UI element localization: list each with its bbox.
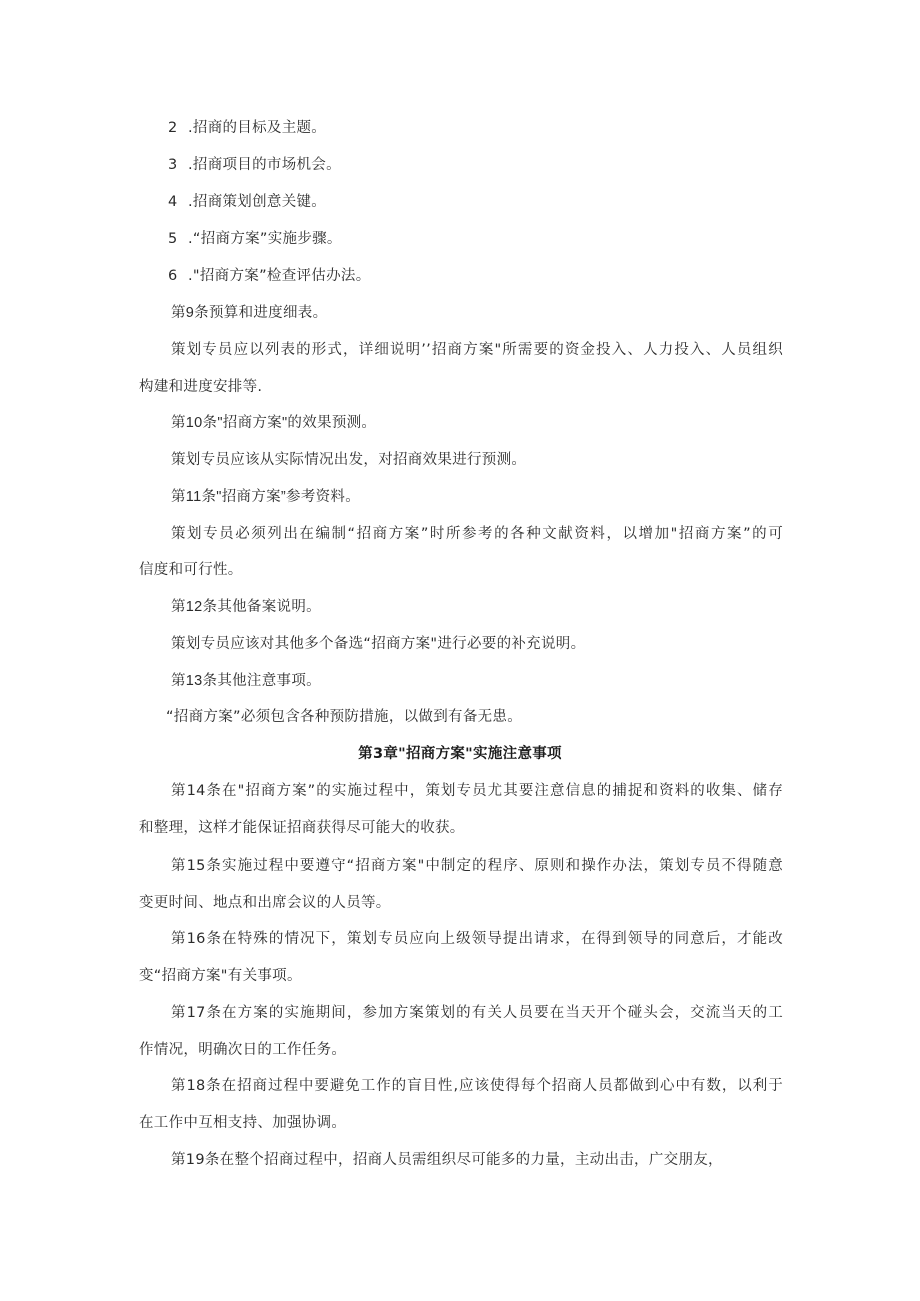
list-item-2 xyxy=(168,118,326,138)
article-11-body-line-2: 信度和可行性。 xyxy=(139,562,243,578)
list-text: .“招商方案”实施步骤。 xyxy=(188,231,342,247)
article-9-body-line-2: 构建和进度安排等. xyxy=(139,379,263,395)
article-11-body-line-1: 策划专员必须列出在编制“招商方案”时所参考的各种文献资料，以增加"招商方案”的可 xyxy=(171,526,783,542)
list-number: 5 xyxy=(168,231,178,247)
list-item-6 xyxy=(168,266,371,286)
article-18-line-1: 第18条在招商过程中要避免工作的盲目性,应该使得每个招商人员都做到心中有数，以利于 xyxy=(171,1078,783,1094)
article-13-body: “招商方案”必须包含各种预防措施，以做到有备无患。 xyxy=(166,709,523,725)
list-text: .招商的目标及主题。 xyxy=(188,120,327,136)
article-15-line-2: 变更时间、地点和出席会议的人员等。 xyxy=(139,895,391,911)
list-item-5 xyxy=(168,229,342,249)
article-12-title: 第12条其他备案说明。 xyxy=(171,599,321,615)
article-18-line-2: 在工作中互相支持、加强协调。 xyxy=(139,1115,347,1131)
article-16-line-2: 变“招商方案"有关事项。 xyxy=(139,968,302,984)
list-text: .招商策划创意关键。 xyxy=(188,194,327,210)
article-14-line-1: 第14条在"招商方案”的实施过程中，策划专员尤其要注意信息的捕捉和资料的收集、储存 xyxy=(171,783,783,799)
article-12-body: 策划专员应该对其他多个备选“招商方案"进行必要的补充说明。 xyxy=(171,636,586,652)
chapter-3-heading: 第3章"招商方案"实施注意事项 xyxy=(358,746,562,762)
article-17-line-2: 作情况，明确次日的工作任务。 xyxy=(139,1042,347,1058)
article-11-title: 第11条"招商方案”参考资料。 xyxy=(171,489,361,505)
article-16-line-1: 第16条在特殊的情况下，策划专员应向上级领导提出请求，在得到领导的同意后，才能改 xyxy=(171,931,783,947)
article-17-line-1: 第17条在方案的实施期间，参加方案策划的有关人员要在当天开个碰头会，交流当天的工 xyxy=(171,1005,783,1021)
list-text: .招商项目的市场机会。 xyxy=(188,157,341,173)
list-number: 3 xyxy=(168,157,178,173)
article-10-title: 第10条"招商方案"的效果预测。 xyxy=(171,415,377,431)
list-text: ."招商方案”检查评估办法。 xyxy=(188,268,371,284)
article-9-body-line-1: 策划专员应以列表的形式，详细说明’’招商方案"所需要的资金投入、人力投入、人员组织 xyxy=(171,342,783,358)
article-13-title: 第13条其他注意事项。 xyxy=(171,673,321,689)
article-19-line-1: 第19条在整个招商过程中，招商人员需组织尽可能多的力量，主动出击，广交朋友， xyxy=(171,1152,723,1168)
list-number: 6 xyxy=(168,268,178,284)
list-number: 4 xyxy=(168,194,178,210)
article-9-title: 第9条预算和进度细表。 xyxy=(171,305,328,321)
list-item-4 xyxy=(168,192,326,212)
list-number: 2 xyxy=(168,120,178,136)
article-14-line-2: 和整理，这样才能保证招商获得尽可能大的收获。 xyxy=(139,820,465,836)
article-15-line-1: 第15条实施过程中要遵守“招商方案"中制定的程序、原则和操作办法，策划专员不得随意 xyxy=(171,858,783,874)
article-10-body: 策划专员应该从实际情况出发，对招商效果进行预测。 xyxy=(171,452,527,468)
list-item-3 xyxy=(168,155,341,175)
